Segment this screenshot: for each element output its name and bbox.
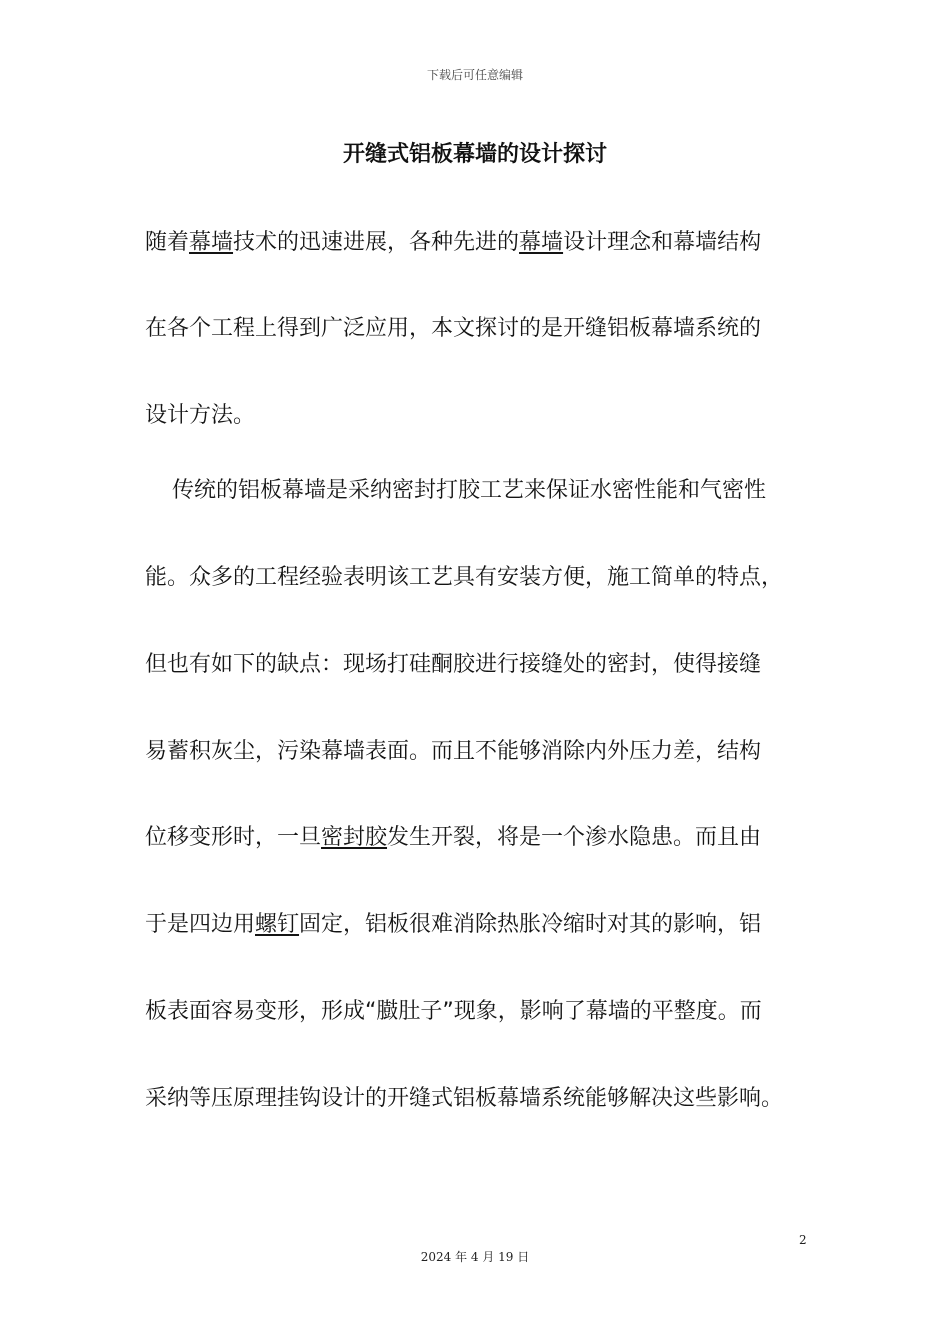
line-text: 技术的迅速进展，各种先进的 [233,230,520,255]
body-line-11: 采纳等压原理挂钩设计的开缝式铝板幕墙系统能够解决这些影响。 [145,1086,784,1111]
hyperlink-curtain-wall[interactable]: 幕墙 [519,230,564,255]
line-text: 随着 [145,230,190,255]
hyperlink-sealant[interactable]: 密封胶 [321,825,388,850]
line-text: 于是四边用 [145,912,256,937]
footer-date: 2024 年 4 月 19 日 [420,1250,530,1264]
body-line-7: 易蓄积灰尘，污染幕墙表面。而且不能够消除内外压力差，结构 [145,739,762,764]
line-text: 发生开裂，将是一个渗水隐患。而且由 [387,825,762,850]
body-line-2: 在各个工程上得到广泛应用，本文探讨的是开缝铝板幕墙系统的 [145,316,762,341]
document-title: 开缝式铝板幕墙的设计探讨 [342,142,607,167]
body-line-5: 能。众多的工程经验表明该工艺具有安装方便，施工简单的特点， [145,565,784,590]
hyperlink-screw[interactable]: 螺钉 [255,912,300,937]
line-text: 位移变形时，一旦 [145,825,322,850]
hyperlink-curtain-wall[interactable]: 幕墙 [189,230,234,255]
body-line-3: 设计方法。 [145,403,256,428]
body-line-8 [145,823,761,853]
page-number: 2 [799,1233,807,1247]
body-line-9 [145,910,761,940]
body-line-4: 传统的铝板幕墙是采纳密封打胶工艺来保证水密性能和气密性 [172,478,767,503]
page-header: 下载后可任意编辑 [426,68,523,82]
body-line-1 [145,228,761,258]
body-line-10: 板表面容易变形，形成“臌肚子”现象，影响了幕墙的平整度。而 [145,999,762,1024]
line-text: 固定，铝板很难消除热胀冷缩时对其的影响，铝 [299,912,762,937]
line-text: 设计理念和幕墙结构 [563,230,762,255]
body-line-6: 但也有如下的缺点：现场打硅酮胶进行接缝处的密封，使得接缝 [145,652,762,677]
